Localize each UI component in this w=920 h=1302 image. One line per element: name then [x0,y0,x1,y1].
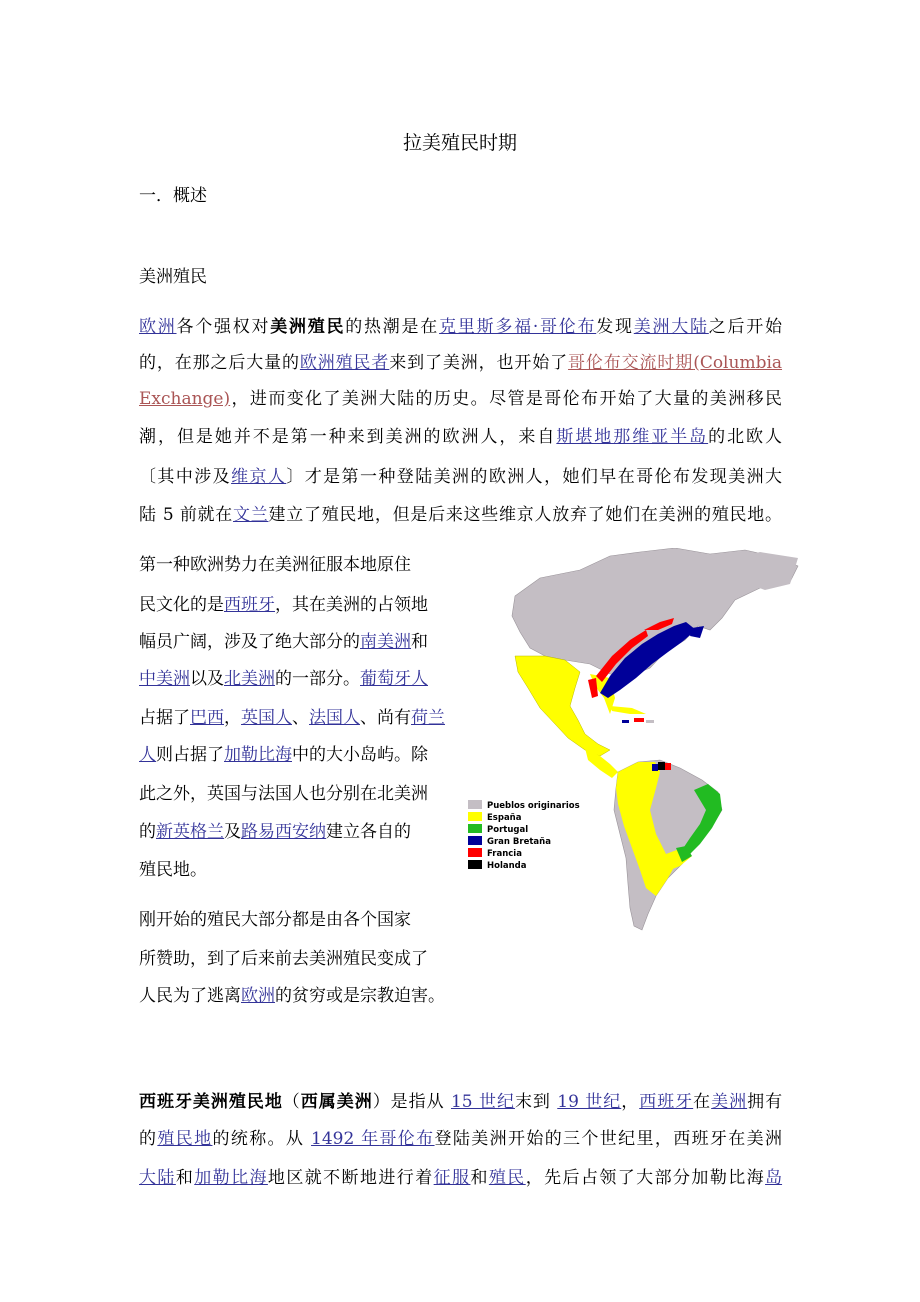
link-brazil[interactable]: 巴西 [190,708,224,728]
link-north-america[interactable]: 北美洲 [224,669,275,689]
link-dutch[interactable]: 荷兰 [411,708,445,728]
link-spain-2[interactable]: 西班牙 [639,1092,694,1112]
caribbean-jamaica [622,720,629,723]
link-columbus-2[interactable]: 哥伦布 [379,1129,435,1149]
link-15th-century[interactable]: 15 世纪 [450,1092,515,1112]
p1-line-2: 的，在那之后大量的欧洲殖民者来到了美洲，也开始了哥伦布交流时期(Columbia [139,353,783,373]
france-guiana [665,763,671,770]
p4-line-1: 西班牙美洲殖民地（西属美洲）是指从 15 世纪末到 19 世纪，西班牙在美洲拥有 [139,1092,783,1112]
link-caribbean[interactable]: 加勒比海 [224,745,292,765]
link-conquest[interactable]: 征服 [433,1168,471,1188]
p1-line-4: 潮，但是她并不是第一种来到美洲的欧洲人，来自斯堪地那维亚半岛的北欧人 [139,427,783,447]
spain-north-america [515,656,610,756]
p2-line-8: 的新英格兰及路易西安纳建立各自的 [139,822,411,842]
link-british[interactable]: 英国人 [241,708,292,728]
p1-line-5: 〔其中涉及维京人〕才是第一种登陆美洲的欧洲人，她们早在哥伦布发现美洲大 [139,467,783,487]
p2-line-3: 幅员广阔，涉及了绝大部分的南美洲和 [139,632,428,652]
legend-portugal: Portugal [487,825,529,835]
link-vinland[interactable]: 文兰 [233,505,269,525]
link-dutch-2[interactable]: 人 [139,745,156,765]
link-central-america[interactable]: 中美洲 [139,669,190,689]
legend-spain: España [487,813,522,823]
p4-line-3: 大陆和加勒比海地区就不断地进行着征服和殖民，先后占领了大部分加勒比海岛 [139,1168,783,1188]
subheading: 美洲殖民 [139,267,207,287]
caribbean-hispaniola [634,718,644,722]
link-columbian-exchange[interactable]: 哥伦布交流时期 [568,353,694,373]
link-vikings[interactable]: 维京人 [231,467,287,487]
link-continent[interactable]: 大陆 [139,1168,176,1188]
link-europe[interactable]: 欧洲 [139,317,177,337]
caribbean-cuba [610,706,646,714]
britain-guiana [652,764,658,771]
p2-line-5: 占据了巴西，英国人、法国人、尚有荷兰 [139,708,445,728]
link-european-colonists[interactable]: 欧洲殖民者 [299,353,390,373]
link-scandinavia[interactable]: 斯堪地那维亚半岛 [556,427,709,447]
link-colony[interactable]: 殖民地 [157,1129,213,1149]
p4-line-2: 的殖民地的统称。从 1492 年哥伦布登陆美洲开始的三个世纪里，西班牙在美洲 [139,1129,783,1149]
link-island[interactable]: 岛 [765,1168,783,1188]
legend-france: Francia [487,849,522,859]
link-19th-century[interactable]: 19 世纪 [557,1092,622,1112]
p3-line-1: 刚开始的殖民大部分都是由各个国家 [139,910,411,930]
link-new-england[interactable]: 新英格兰 [156,822,224,842]
link-french[interactable]: 法国人 [309,708,360,728]
link-spain[interactable]: 西班牙 [224,595,275,615]
legend-native: Pueblos originarios [487,801,580,811]
p2-line-6: 人则占据了加勒比海中的大小岛屿。除 [139,745,428,765]
link-portuguese[interactable]: 葡萄牙人 [360,669,428,689]
colonial-americas-map [460,548,800,933]
p2-line-9: 殖民地。 [139,860,207,880]
legend-britain: Gran Bretaña [487,837,551,847]
link-south-america[interactable]: 南美洲 [360,632,411,652]
p2-line-2: 民文化的是西班牙，其在美洲的占领地 [139,595,428,615]
holland-guiana [658,762,665,770]
p1-line-6: 陆 5 前就在文兰建立了殖民地，但是后来这些维京人放弃了她们在美洲的殖民地。 [139,505,783,525]
link-1492[interactable]: 1492 年 [311,1129,380,1149]
p2-line-4: 中美洲以及北美洲的一部分。葡萄牙人 [139,669,428,689]
link-exchange[interactable]: Exchange) [139,389,231,409]
link-columbus[interactable]: 克里斯多福·哥伦布 [439,317,597,337]
p3-line-2: 所赞助，到了后来前去美洲殖民变成了 [139,949,428,969]
p1-line-1: 欧洲各个强权对美洲殖民的热潮是在克里斯多福·哥伦布发现美洲大陆之后开始 [139,317,783,337]
section-heading: 一．概述 [139,186,207,206]
p2-line-7: 此之外，英国与法国人也分别在北美洲 [139,784,428,804]
link-colonization[interactable]: 殖民 [488,1168,526,1188]
link-columbia[interactable]: (Columbia [693,353,783,373]
document-title: 拉美殖民时期 [402,132,517,154]
link-louisiana[interactable]: 路易西安纳 [241,822,326,842]
link-caribbean-2[interactable]: 加勒比海 [194,1168,268,1188]
link-american-continent[interactable]: 美洲大陆 [633,317,709,337]
legend-holland: Holanda [487,861,527,871]
link-europe-2[interactable]: 欧洲 [241,986,275,1006]
p2-line-1: 第一种欧洲势力在美洲征服本地原住 [139,555,411,575]
p3-line-3: 人民为了逃离欧洲的贫穷或是宗教迫害。 [139,986,445,1006]
map-legend [468,800,580,871]
p1-line-3: Exchange)，进而变化了美洲大陆的历史。尽管是哥伦布开始了大量的美洲移民 [139,389,782,409]
link-americas[interactable]: 美洲 [711,1092,748,1112]
caribbean-island [646,720,654,723]
